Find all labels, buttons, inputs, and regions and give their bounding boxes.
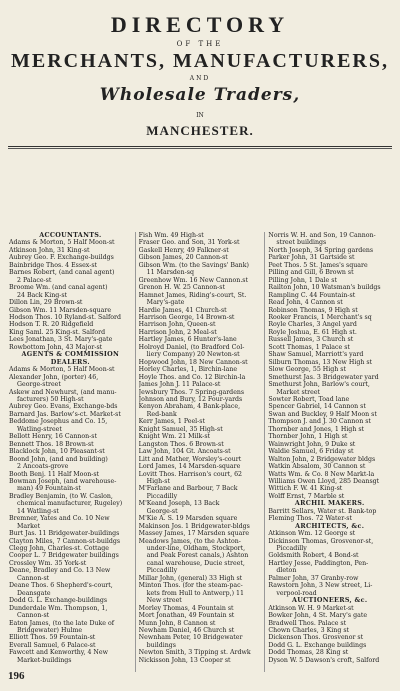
directory-entry: Smethurst John, Barlow's court,: [268, 381, 370, 389]
directory-entry: New street: [146, 597, 182, 605]
directory-entry: Holroyd Daniel, (to Bradford Col-: [138, 343, 245, 351]
directory-entry: man) 49 Fountain-st: [17, 485, 81, 493]
directory-column-1: [6, 232, 135, 672]
directory-entry: Chown Charles, 3 King st: [268, 627, 350, 635]
directory-entry: Bainbridge Thos. 4 Essex-st: [9, 261, 98, 269]
directory-entry: Kenyon Abraham, 4 Bank-place,: [138, 403, 241, 411]
directory-column-3: [264, 232, 394, 672]
directory-entry: Thornber and Jones, 1 High st: [268, 425, 365, 433]
directory-entry: Piccadilly: [276, 545, 307, 553]
directory-entry: Askew and Newhurst, (and manu-: [9, 388, 117, 396]
directory-entry: Spencer Gabriel, 14 Cannon st: [268, 403, 366, 411]
directory-entry: Pilling and Gill, 6 Brown st: [268, 269, 354, 277]
directory-entry: Dodd Thomas, 28 King st: [268, 649, 349, 657]
directory-entry: Meadows James, (to the Ashton-: [138, 537, 241, 545]
directory-entry: Bennett Thos. 18 Brown-st: [9, 440, 94, 448]
directory-entry: Norris W. H. and Son, 19 Cannon-: [268, 232, 376, 239]
directory-entry: Grenon H. W. 25 Cannon-st: [138, 284, 225, 292]
directory-entry: M'Farlane and Barbour, 7 Back: [138, 485, 238, 493]
directory-entry: 24 Back King-st: [17, 291, 68, 299]
directory-entry: chemical manufacturer, Rugeley): [17, 500, 123, 508]
directory-entry: Greenhow Wm. 16 New Cannon.st: [138, 276, 249, 284]
directory-entry: Harrison George, 14 Brown-st: [138, 313, 235, 321]
directory-entry: verpool-road: [276, 589, 317, 597]
directory-entry: Johnson and Bury, 12 Four-yards: [138, 395, 243, 403]
directory-entry: Adams & Morton, 5 Half Moon-st: [9, 366, 115, 374]
directory-entry: Deansgate: [17, 589, 51, 597]
directory-entry: Beddome Josephus and Co. 15,: [9, 418, 108, 426]
directory-entry: Bridgewater) Hulme: [17, 627, 83, 635]
section-heading: DEALERS.: [50, 357, 90, 366]
directory-entry: Aubrey Geo. F. Exchange-buildgs: [9, 254, 114, 262]
directory-entry: Dickinson Thomas, Grosvenor-st,: [268, 537, 374, 545]
directory-entry: Hamnet James, Riding's-court, St.: [138, 291, 247, 299]
section-heading: ARCHIL MAKERS.: [294, 499, 365, 508]
directory-entry: Massey James, 17 Marsden square: [138, 530, 250, 538]
directory-entry: Red-bank: [146, 410, 177, 418]
directory-entry: Gibson Wm. 11 Marsden-square: [9, 306, 112, 314]
directory-entry: Piccadilly: [146, 492, 178, 500]
directory-entry: King Saml. 25 King-st. Salford: [9, 328, 106, 336]
directory-entry: Lees Jonathan, 3 St. Mary's-gate: [9, 336, 113, 344]
directory-entry: Piccadilly: [146, 567, 178, 575]
title-wholesale-traders: Wholesale Traders,: [99, 85, 301, 105]
directory-entry: 14 Watling-st: [17, 507, 59, 515]
directory-entry: Market: [17, 522, 41, 530]
directory-entry: Slow George, 55 High st: [268, 366, 346, 374]
directory-entry: Gibson Wm. (to the Savings' Bank): [138, 261, 249, 269]
directory-entry: Read John, 4 Cannon st: [268, 299, 343, 307]
directory-entry: Dodd G. L. Exchange buildings: [268, 641, 367, 649]
directory-entry: Bremner, Yates and Co. 10 New: [9, 515, 110, 523]
directory-entry: Market street: [276, 388, 321, 396]
directory-entry: Newnham Peter, 10 Bridgewater: [138, 634, 243, 642]
directory-entry: Mary's-gate: [146, 299, 185, 307]
directory-entry: Cannon-st: [17, 574, 50, 582]
directory-entry: High-st: [146, 477, 170, 485]
directory-entry: Dodd G. L. Exchange-buildings: [9, 597, 108, 605]
title-directory: DIRECTORY: [110, 12, 290, 37]
directory-entry: Burt Jas. 11 Bridgewater-buildings: [9, 530, 120, 538]
directory-entry: Royle Charles, 3 Angel yard: [268, 321, 357, 329]
directory-entry: Lovitt Thos. Harrison's court, 62: [138, 470, 243, 478]
directory-entry: Munn John, 8 Cannon st: [138, 619, 216, 627]
directory-entry: 11 Marsden-sq: [146, 269, 194, 277]
directory-entry: Clegg John, Charles-st. Cottage: [9, 545, 109, 553]
directory-entry: Hodson T. R. 20 Ridgefield: [9, 321, 94, 329]
directory-entry: Shaw Samuel, Marriott's yard: [268, 351, 364, 359]
directory-entry: Nickisson John, 13 Cooper st: [138, 656, 231, 664]
directory-entry: Thompson J. and J. 30 Cannon st: [268, 418, 371, 426]
directory-entry: canal warehouse, Ducie street,: [146, 559, 245, 567]
directory-entry: Market-buildings: [17, 656, 72, 664]
directory-entry: Parker John, 31 Gartside st: [268, 254, 355, 262]
directory-entry: Newham Daniel, 46 Church st: [138, 627, 235, 635]
directory-entry: Fawcett and Kenworthy, 4 New: [9, 649, 108, 657]
header-rule-thin: [8, 148, 392, 149]
directory-entry: dleton: [276, 567, 297, 575]
directory-entry: Atkinson W. H. 9 Market-st: [268, 604, 354, 612]
directory-entry: North Joseph, 34 Spring gardens: [268, 246, 374, 254]
directory-entry: buildings: [146, 641, 176, 649]
directory-entry: Silburn Thomas, 13 New High st: [268, 358, 373, 366]
directory-entry: Dillon Lin, 29 Brown-st: [9, 299, 83, 307]
directory-entry: Atkinson John, 31 King-st: [9, 246, 90, 254]
directory-entry: Walton John, 2 Bridgewater bldgs: [268, 455, 376, 463]
directory-entry: Robinson Thomas, 9 High st: [268, 306, 358, 314]
directory-entry: Deane Thos. 6 Shepherd's-court,: [9, 582, 113, 590]
directory-entry: Barnes Robert, (and canal agent): [9, 269, 115, 277]
directory-entry: Hoyle Thos. and Co. 12 Birchin-la: [138, 373, 246, 381]
directory-entry: Everall Samuel, 6 Palace-st: [9, 641, 96, 649]
directory-entry: Horley Charles, 1, Birchin-lane: [138, 366, 238, 374]
directory-entry: Kerr James, 1 Peel-st: [138, 418, 205, 426]
directory-entry: Lord James, 14 Marsden-square: [138, 463, 241, 471]
title-of-the: OF THE: [176, 40, 224, 48]
directory-entry: Barritt Sellars, Water st. Bank-top: [268, 507, 377, 515]
directory-entry: Rampling C. 44 Fountain-st: [268, 291, 356, 299]
directory-entry: Dunderdale Wm. Thompson, 1,: [9, 604, 108, 612]
directory-entry: Watling-street: [17, 425, 62, 433]
directory-entry: Elliott Thos. 59 Fountain-st: [9, 634, 96, 642]
directory-entry: Litt and Mather, Worsley's-court: [138, 455, 242, 463]
directory-entry: Sowter Robert, Toad lane: [268, 395, 350, 403]
directory-entry: Gibson James, 20 Cannon-st: [138, 254, 228, 262]
directory-entry: street buildings: [276, 239, 327, 247]
directory-entry: Harrison John, Queen-st: [138, 321, 216, 329]
directory-entry: Waldie Samuel, 6 Friday st: [268, 448, 354, 456]
directory-entry: Wittich F. W. 41 King-st: [268, 485, 343, 493]
directory-entry: Harrison John, 2 Meal-st: [138, 328, 217, 336]
directory-entry: Deane, Bradley and Co. 13 New: [9, 567, 111, 575]
directory-entry: Makinson Jos. 1 Bridgewater-bldgs: [138, 522, 250, 530]
directory-entry: Rawstorn John, 3 New street, Li-: [268, 582, 373, 590]
directory-entry: Jewsbury Thos. 7 Spring-gardens: [138, 388, 245, 396]
directory-entry: Royle Joshua, E. 61 High st.: [268, 328, 357, 336]
directory-entry: Hardie James, 41 Church-st: [138, 306, 227, 314]
directory-entry: Broome Wm. (and canal agent): [9, 284, 108, 292]
directory-entry: under-line, Oldham, Stockport,: [146, 545, 246, 553]
directory-entry: Swan and Buckley, 9 Half Moon st: [268, 410, 377, 418]
directory-entry: Crossley Wm. 35 York-st: [9, 559, 87, 567]
title-in: IN: [196, 112, 204, 119]
directory-entry: Minton Thos. (for the steam-pac-: [138, 582, 243, 590]
directory-entry: Adams & Morton, 5 Half Moon-st: [9, 239, 115, 247]
directory-entry: 2 Ancoats-grove: [17, 463, 69, 471]
directory-entry: Cannon-st: [17, 612, 50, 620]
directory-entry: M'Kie A. S. 19 Marsden square: [138, 515, 238, 523]
directory-entry: Mort Jonathan, 49 Fountain st: [138, 612, 235, 620]
directory-entry: Law John, 104 Gt. Ancoats-st: [138, 448, 231, 456]
directory-entry: Rooker Francis, 1 Merchant's sq: [268, 313, 372, 321]
directory-entry: Langston Thos. 6 Brown-st: [138, 440, 224, 448]
directory-entry: Knight Samuel, 35 High-st: [138, 425, 223, 433]
directory-entry: Hopwood John, 18 New Cannon-st: [138, 358, 248, 366]
directory-entry: Hartley Jesse, Paddington, Pen-: [268, 559, 369, 567]
directory-entry: Bowker John, 4 St. Mary's gate: [268, 612, 368, 620]
directory-entry: Rowbottom John, 43 Major-st: [9, 343, 103, 351]
directory-entry: Bradwell Thos. Palace st: [268, 619, 347, 627]
directory-entry: Dyson W. 5 Dawson's croft, Salford: [268, 656, 380, 664]
directory-entry: George-st: [146, 507, 178, 515]
directory-entry: Williams Owen Lloyd, 285 Deansgt: [268, 477, 380, 485]
directory-entry: Goldsmith Robert, 4 Bond-st: [268, 552, 359, 560]
section-heading: AUCTIONEERS, &c.: [292, 596, 368, 605]
directory-entry: liery Company) 20 Newton-st: [146, 351, 240, 359]
directory-entry: Barnard Jas. Barlow's-ct. Market-st: [9, 410, 121, 418]
directory-entry: Gaskell Henry, 49 Falkner-st: [138, 246, 229, 254]
directory-entry: Hodson Thos. 10 Ryland-st. Salford: [9, 313, 122, 321]
directory-entry: Watts Wm. & Co. 8 New Markt-la: [268, 470, 375, 478]
directory-entry: Wainwright John, 9 Duke st: [268, 440, 356, 448]
directory-entry: Thornber John, 1 High st: [268, 433, 348, 441]
directory-entry: Scott Thomas, 1 Palace st: [268, 343, 350, 351]
directory-columns: [6, 232, 394, 672]
directory-entry: Russell James, 3 Church st: [268, 336, 354, 344]
directory-entry: Booth Benj. 11 Half Moon-st: [9, 470, 100, 478]
directory-entry: Boond John, (and and building): [9, 455, 108, 463]
directory-entry: Fleming Thos. 72 Water-st: [268, 515, 353, 523]
title-and: AND: [189, 75, 211, 82]
directory-entry: Dickenson Thos. Grosvenor st: [268, 634, 364, 642]
directory-entry: 2 Palace-st: [17, 276, 52, 284]
directory-entry: Knight Wm. 21 Milk-st: [138, 433, 211, 441]
directory-entry: Hartley James, 6 Hunter's-lane: [138, 336, 237, 344]
section-heading: ACCOUNTANTS.: [39, 232, 102, 239]
directory-entry: Bradley Benjamin, (to W. Caslon,: [9, 492, 113, 500]
header-rule: [8, 146, 392, 147]
directory-entry: Bellott Henry, 16 Cannon-st: [9, 433, 98, 441]
section-heading: AGENTS & COMMISSION: [21, 350, 120, 359]
directory-entry: facturers) 50 High-st: [17, 395, 84, 403]
directory-entry: Aubrey Geo. Evans, Exchange-bds: [9, 403, 118, 411]
directory-entry: James John J. 11 Palace-st: [138, 381, 221, 389]
directory-entry: Clayton Miles, 7 Cannon-st-buildgs: [9, 537, 121, 545]
directory-entry: M'Keand Joseph, 13 Back: [138, 500, 220, 508]
directory-entry: Wolff Ernst, 7 Marble st: [268, 492, 345, 500]
directory-entry: Eaton James, (to the late Duke of: [9, 619, 115, 627]
page-number: 196: [8, 670, 25, 682]
directory-entry: Pilling John, 1 Dale st: [268, 276, 337, 284]
directory-entry: Fraser Geo. and Son, 31 York-st: [138, 239, 240, 247]
directory-entry: Newton Smith, 3 Tipping st. Ardwk: [138, 649, 251, 657]
directory-entry: Watkin Absalom, 30 Cannon st: [268, 463, 366, 471]
section-heading: ARCHITECTS, &c.: [295, 521, 365, 530]
directory-entry: Smethurst Jas. 3 Bridgewater yard: [268, 373, 379, 381]
directory-entry: kets from Hull to Antwerp,) 11: [146, 589, 245, 597]
directory-entry: Alexander John, (porter) 46,: [9, 373, 99, 381]
directory-entry: Railton John, 10 Watsman's buildgs: [268, 284, 381, 292]
directory-entry: Cooper L. 7 Bridgewater buildings: [9, 552, 119, 560]
directory-column-2: [135, 232, 265, 672]
directory-entry: Atkinson Wm. 12 George st: [268, 530, 356, 538]
title-manchester: MANCHESTER.: [146, 123, 254, 138]
directory-entry: Bowman Joseph, (and warehouse-: [9, 477, 117, 485]
directory-entry: Fish Wm. 49 High-st: [138, 232, 204, 239]
directory-entry: Blacklock John, 10 Pleasant-st: [9, 448, 105, 456]
directory-entry: Morley Thomas, 4 Fountain st: [138, 604, 234, 612]
title-merchants: MERCHANTS, MANUFACTURERS,: [11, 50, 389, 72]
directory-entry: Palmer John, 37 Granby-row: [268, 574, 359, 582]
directory-entry: Peet Thos. 5 St. James's square: [268, 261, 368, 269]
directory-entry: Millar John, (general) 33 High st: [138, 574, 243, 582]
directory-entry: George-street: [17, 381, 61, 389]
directory-entry: and Peak Forest canals,) Ashton: [146, 552, 249, 560]
